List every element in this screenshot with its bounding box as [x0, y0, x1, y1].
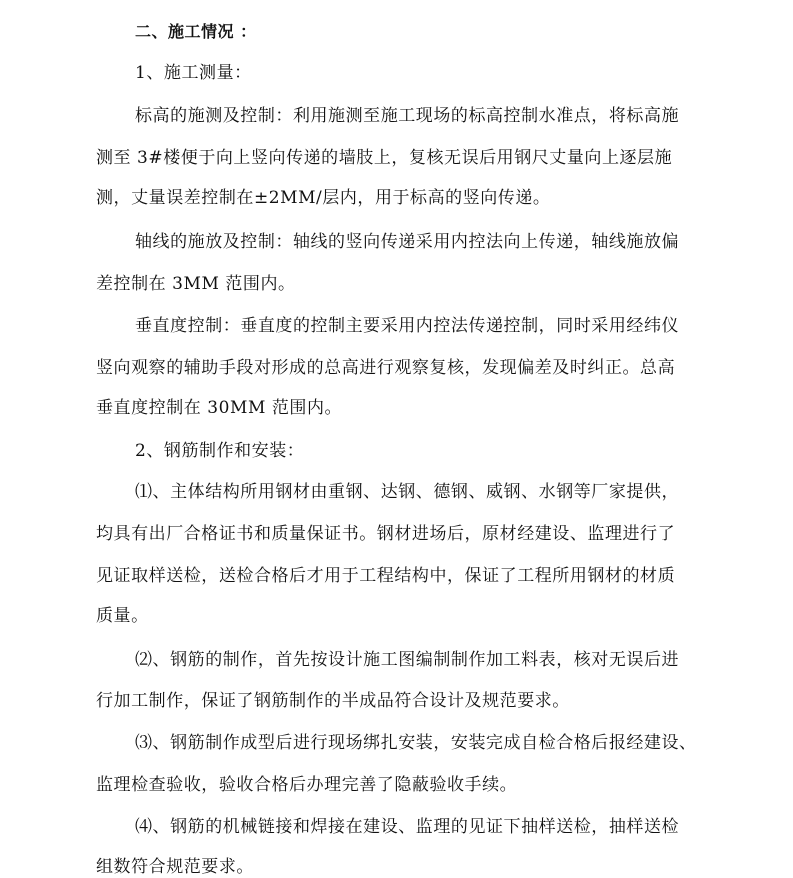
paragraph-line: 监理检查验收，验收合格后办理完善了隐蔽验收手续。 — [96, 775, 518, 795]
section-heading: 二、施工情况 ： — [135, 22, 257, 41]
paragraph-line: 垂直度控制在 30MM 范围内。 — [96, 398, 343, 418]
paragraph-line: 差控制在 3MM 范围内。 — [96, 274, 296, 294]
paragraph-line: 组数符合规范要求。 — [96, 857, 254, 877]
paragraph-line: 轴线的施放及控制：轴线的竖向传递采用内控法向上传递，轴线施放偏 — [135, 232, 680, 252]
paragraph-line: 测，丈量误差控制在±2MM/层内，用于标高的竖向传递。 — [96, 188, 551, 208]
paragraph-line: 竖向观察的辅助手段对形成的总高进行观察复核，发现偏差及时纠正。总高 — [96, 358, 676, 378]
paragraph-line: 行加工制作，保证了钢筋制作的半成品符合设计及规范要求。 — [96, 691, 570, 711]
paragraph-line: ⑵、钢筋的制作，首先按设计施工图编制制作加工料表，核对无误后进 — [135, 650, 680, 670]
paragraph-line: 质量。 — [96, 606, 149, 626]
paragraph-line: 测至 3#楼便于向上竖向传递的墙肢上，复核无误后用钢尺丈量向上逐层施 — [96, 148, 673, 168]
paragraph-line: ⑷、钢筋的机械链接和焊接在建设、监理的见证下抽样送检，抽样送检 — [135, 817, 680, 837]
subsection-title: 1、施工测量： — [135, 63, 252, 83]
paragraph-line: 标高的施测及控制：利用施测至施工现场的标高控制水准点，将标高施 — [135, 106, 680, 126]
paragraph-line: ⑶、钢筋制作成型后进行现场绑扎安装，安装完成自检合格后报经建设、 — [135, 733, 697, 753]
paragraph-line: 均具有出厂合格证书和质量保证书。钢材进场后，原材经建设、监理进行了 — [96, 524, 676, 544]
paragraph-line: 见证取样送检，送检合格后才用于工程结构中，保证了工程所用钢材的材质 — [96, 566, 676, 586]
subsection-title: 2、钢筋制作和安装： — [135, 441, 305, 461]
paragraph-line: 垂直度控制：垂直度的控制主要采用内控法传递控制，同时采用经纬仪 — [135, 316, 680, 336]
paragraph-line: ⑴、主体结构所用钢材由重钢、达钢、德钢、威钢、水钢等厂家提供， — [135, 482, 680, 502]
